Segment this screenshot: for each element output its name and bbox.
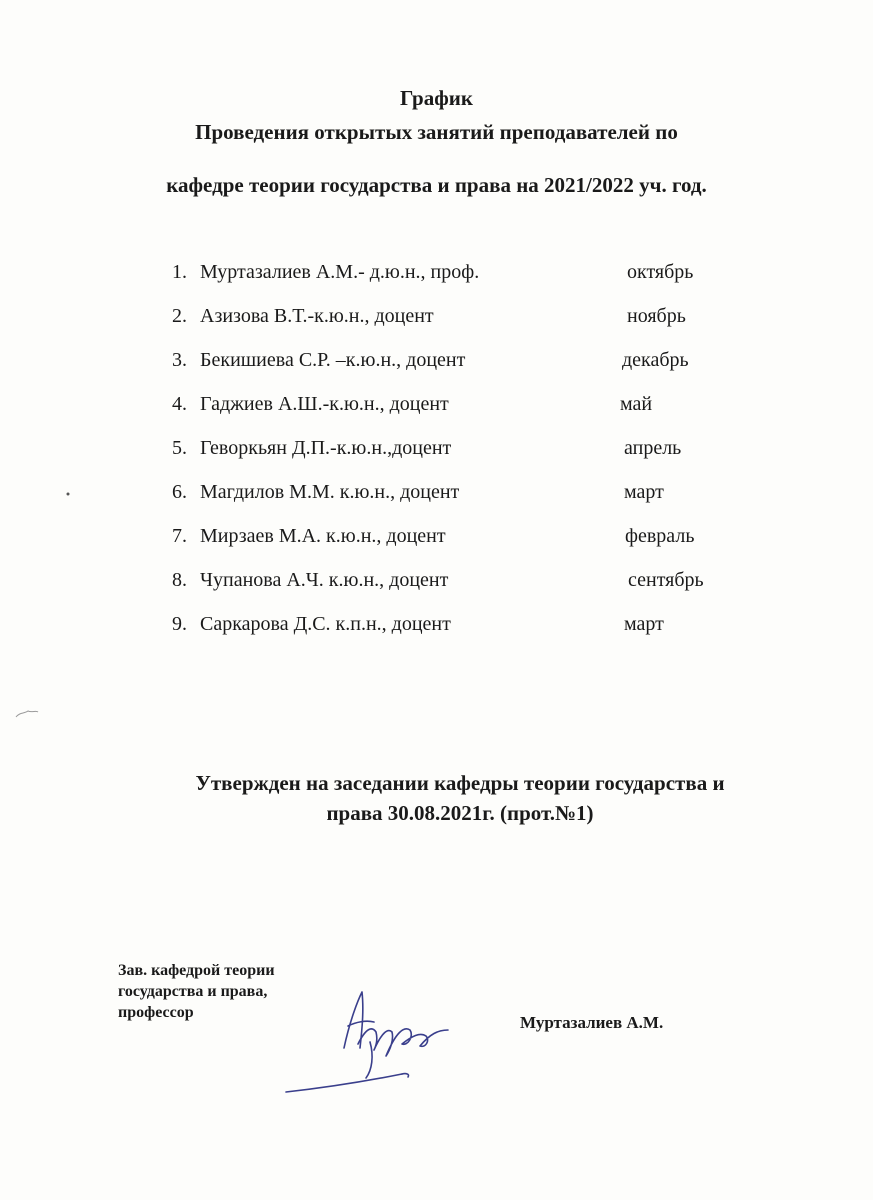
head-of-department-position xyxy=(118,960,275,1023)
teacher-name: Азизова В.Т.-к.ю.н., доцент xyxy=(200,305,434,327)
row-number: 2. xyxy=(172,305,187,327)
approval-line-2: права 30.08.2021г. (прот.№1) xyxy=(326,801,594,825)
document-subtitle-line-2: кафедре теории государства и права на 2021/2022 уч. год. xyxy=(166,173,707,197)
lesson-month: апрель xyxy=(624,437,682,459)
approval-note xyxy=(0,768,873,828)
lesson-month: февраль xyxy=(625,525,695,547)
position-line-3: профессор xyxy=(118,1004,194,1021)
row-number: 1. xyxy=(172,261,187,283)
schedule-row xyxy=(172,258,772,302)
row-number: 3. xyxy=(172,349,187,371)
teacher-name: Муртазалиев А.М.- д.ю.н., проф. xyxy=(200,261,480,283)
schedule-row xyxy=(172,434,772,478)
schedule-row xyxy=(172,302,772,346)
schedule-list xyxy=(172,258,772,654)
approval-line-1: Утвержден на заседании кафедры теории государства и xyxy=(195,771,725,795)
signer-name: Муртазалиев А.М. xyxy=(520,1013,664,1032)
schedule-row xyxy=(172,346,772,390)
lesson-month: декабрь xyxy=(622,349,689,371)
row-number: 4. xyxy=(172,393,187,415)
schedule-row xyxy=(172,390,772,434)
position-line-2: государства и права, xyxy=(118,983,268,1000)
teacher-name: Магдилов М.М. к.ю.н., доцент xyxy=(200,481,460,503)
handwritten-signature xyxy=(262,970,472,1100)
lesson-month: март xyxy=(624,613,664,635)
row-number: 9. xyxy=(172,613,187,635)
lesson-month: сентябрь xyxy=(628,569,704,591)
teacher-name: Саркарова Д.С. к.п.н., доцент xyxy=(200,613,451,635)
teacher-name: Чупанова А.Ч. к.ю.н., доцент xyxy=(200,569,449,591)
row-number: 5. xyxy=(172,437,187,459)
document-subtitle-line-1: Проведения открытых занятий преподавателей по xyxy=(195,120,678,144)
schedule-row xyxy=(172,478,772,522)
lesson-month: март xyxy=(624,481,664,503)
document-title: График xyxy=(400,86,473,110)
position-line-1: Зав. кафедрой теории xyxy=(118,962,275,979)
row-number: 7. xyxy=(172,525,187,547)
schedule-row xyxy=(172,522,772,566)
scan-dot xyxy=(66,492,70,496)
lesson-month: ноябрь xyxy=(627,305,686,327)
row-number: 6. xyxy=(172,481,187,503)
lesson-month: октябрь xyxy=(627,261,694,283)
teacher-name: Бекишиева С.Р. –к.ю.н., доцент xyxy=(200,349,466,371)
scan-speck xyxy=(14,708,40,720)
teacher-name: Мирзаев М.А. к.ю.н., доцент xyxy=(200,525,446,547)
teacher-name: Геворкьян Д.П.-к.ю.н.,доцент xyxy=(200,437,452,459)
row-number: 8. xyxy=(172,569,187,591)
teacher-name: Гаджиев А.Ш.-к.ю.н., доцент xyxy=(200,393,449,415)
schedule-row xyxy=(172,610,772,654)
schedule-row xyxy=(172,566,772,610)
lesson-month: май xyxy=(620,393,653,415)
